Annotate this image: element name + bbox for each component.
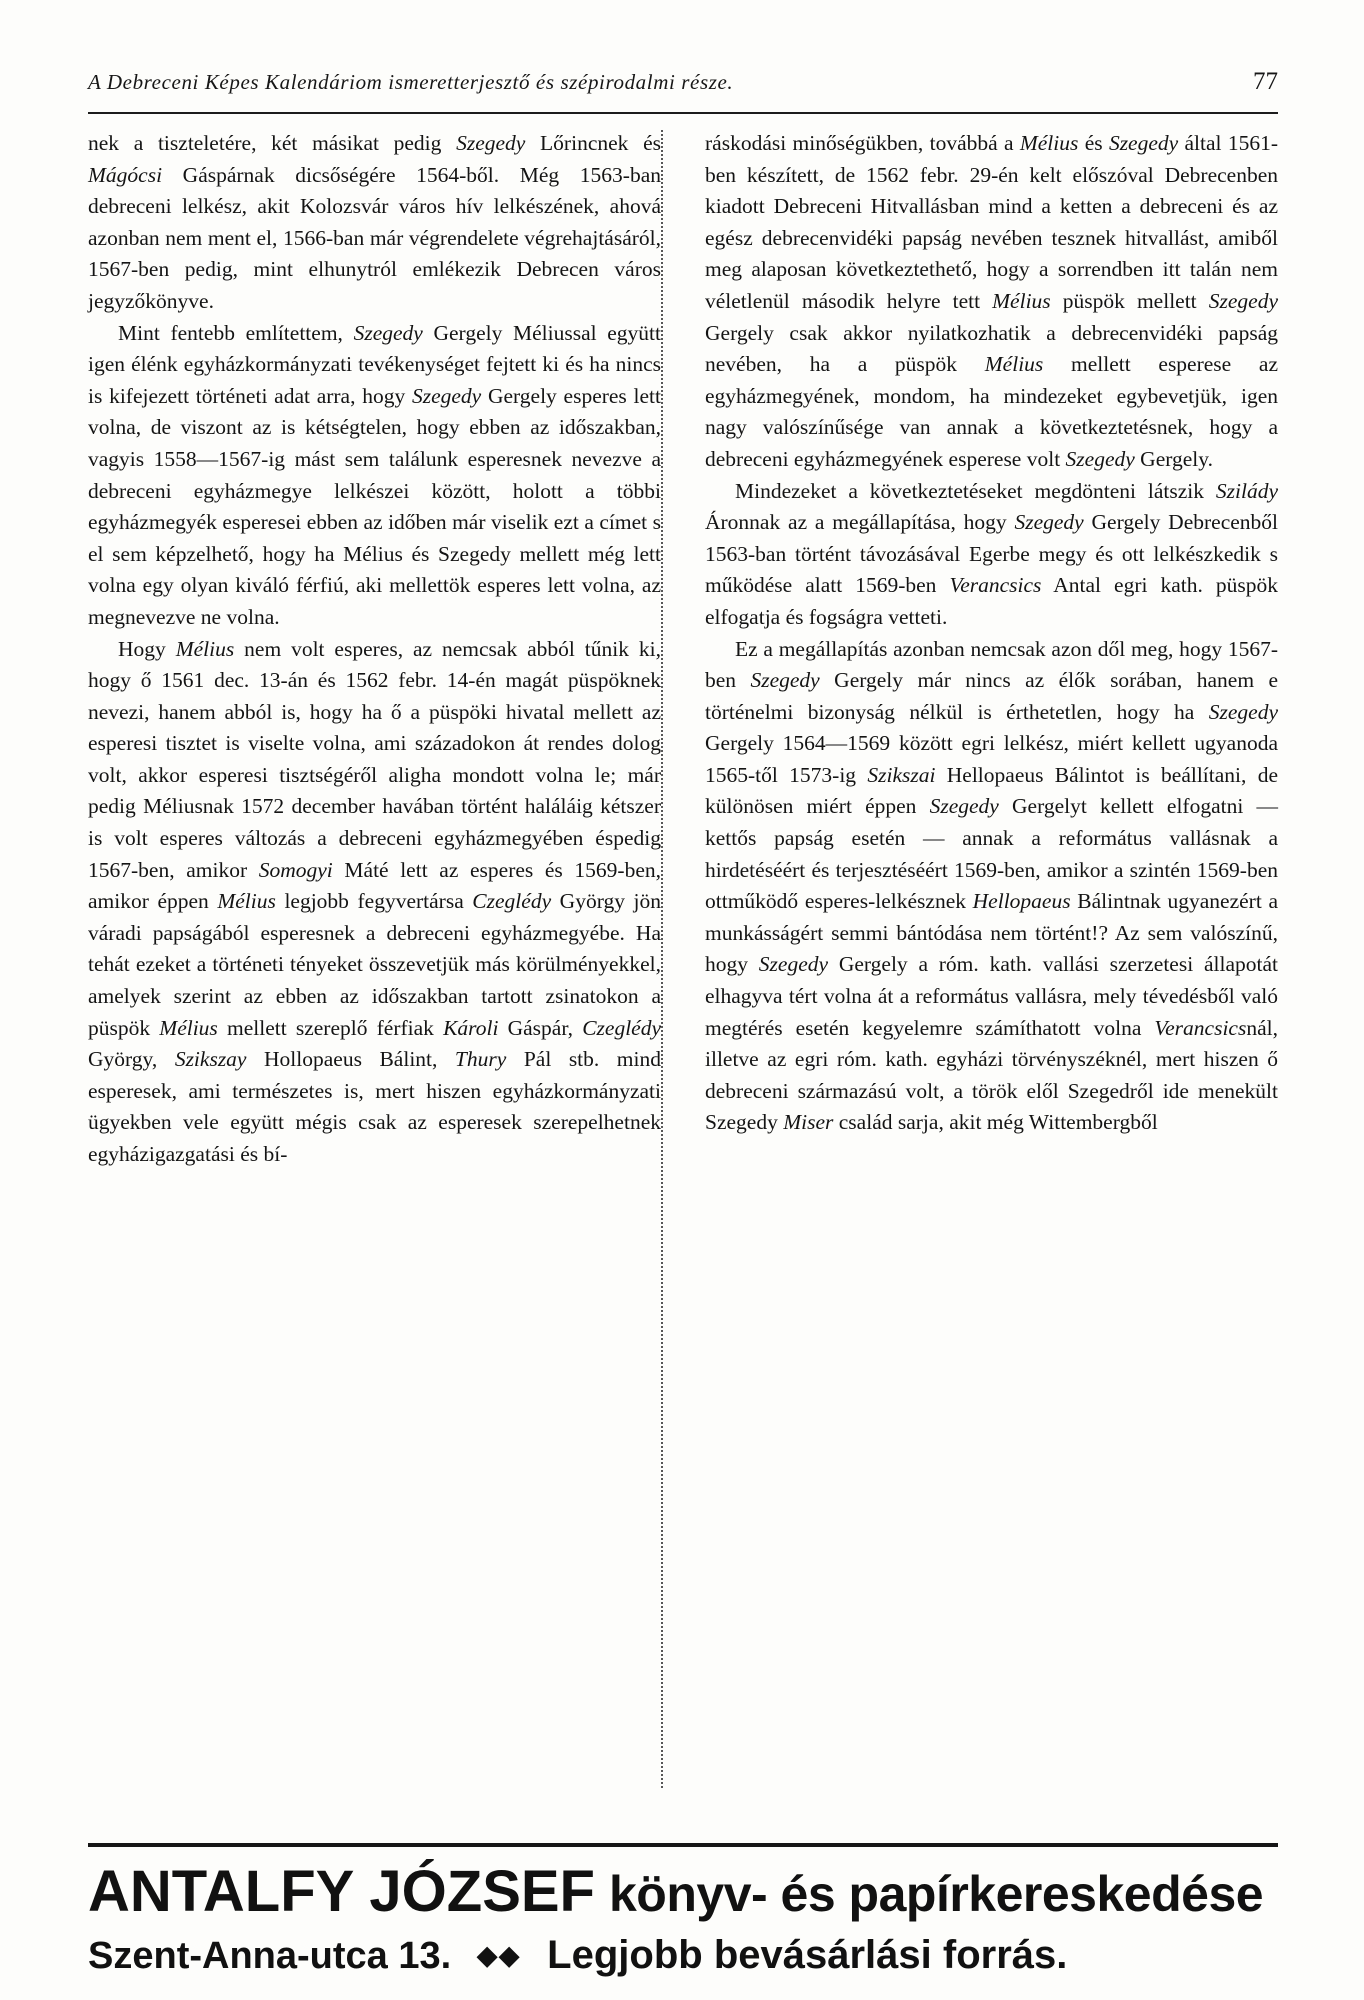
paragraph: Hogy Mélius nem volt esperes, az nemcsak abból tűnik ki, hogy ő 1561 dec. 13-án és 1562 febr. 14-én magát püspöknek nevezi, hanem abból is, hogy ha ő a püspöki hivatal mellett az esperesi tisztet is viselte volna, ami századokon át rendes dolog volt, akkor esperesi tisztségéről aligha mondott volna le; már pedig Méliusnak 1572 december havában történt haláláig kétszer is volt esperes változás a debreceni egyházmegyében éspedig 1567-ben, amikor Somogyi Máté lett az esperes és 1569-ben, amikor éppen Mélius legjobb fegyvertársa Czeglédy György jön váradi papságából esperesnek a debreceni egyházmegyébe. Ha tehát ezeket a történeti tényeket összevetjük más körülményekkel, amelyek szerint az ebben az időszakban tartott zsinatokon a püspök Mélius mellett szereplő férfiak Károli Gáspár, Czeglédy György, Szikszay Hollopaeus Bálint, Thury Pál stb. mind esperesek, ami természetes is, mert hiszen egyházkormányzati ügyekben vele együtt mégis csak az esperesek szerepelhetnek egyházigazgatási és bí- [88,636,662,1166]
advertiser-slogan: Legjobb bevásárlási forrás. [547,1933,1068,1977]
paragraph: Ez a megállapítás azonban nemcsak azon dől meg, hogy 1567-ben Szegedy Gergely már nincs az élők sorában, hanem e történelmi bizonyság nélkül is érthetetlen, hogy ha Szegedy Gergely 1564—1569 között egri lelkész, miért kellett ugyanoda 1565-től 1573-ig Szikszai Hellopaeus Bálintot is beállítani, de különösen miért éppen Szegedy Gergelyt kellett elfogatni — kettős papság esetén — annak a református vallásnak a hirdetéséért és terjesztéséért 1569-ben, amikor a szintén 1569-ben ottműködő esperes-lelkésznek Hellopaeus Bálintnak ugyanezért a munkásságért semmi bántódása nem történt!? Az sem valószínű, hogy Szegedy Gergely a róm. kath. vallási szerzetesi állapotát elhagyva tért volna át a református vallásra, mely tévedésből való megtérés esetén kegyelemre számíthatott volna Verancsicsnál, illetve az egri róm. kath. egyházi törvényszéknél, mert hiszen ő debreceni származású volt, a török elől Szegedről ide menekült Szegedy Miser család sarja, akit még Wittembergből [705,636,1279,1135]
advertiser-business: könyv- és papírkereskedése [609,1866,1264,1922]
header-divider-rule [88,112,1278,114]
paragraph: Mint fentebb említettem, Szegedy Gergely Méliussal együtt igen élénk egyházkormányzati tevékenységet fejtett ki és ha nincs is kifejezett történeti adat arra, hogy Szegedy Gergely esperes lett volna, de viszont az is kétségtelen, hogy ebben az időszakban, vagyis 1558—1567-ig mást sem találunk esperesnek nevezve a debreceni egyházmegye lelkészei között, holott a többi egyházmegyék esperesei ebben az időben már viselik ezt a címet s el sem képzelhető, hogy ha Mélius és Szegedy mellett még lett volna egy olyan kiváló férfiú, aki mellettök esperes lett volna, az megnevezve ne volna. [88,320,661,629]
diamond-ornament-icon: ◆◆ [477,1940,522,1970]
advertiser-address: Szent-Anna-utca 13. [88,1935,452,1977]
advertiser-name: ANTALFY JÓZSEF [88,1859,595,1924]
body-columns [88,128,1278,1808]
footer-divider-rule [88,1843,1278,1847]
page-header [88,68,1278,96]
right-column [705,128,1278,1808]
paragraph: nek a tiszteletére, két másikat pedig Szegedy Lőrincnek és Mágócsi Gáspárnak dicsőségére 1564-ből. Még 1563-ban debreceni lelkész, akit Kolozsvár város hív lelkészének, ahová azonban nem ment el, 1566-ban már végrendelete végrehajtásáról, 1567-ben pedig, mint elhunytról emlékezik Debrecen város jegyzőkönyve. [88,131,661,313]
running-title: A Debreceni Képes Kalendáriom ismeretterjesztő és szépirodalmi része. [88,70,734,94]
paragraph: ráskodási minőségükben, továbbá a Mélius és Szegedy által 1561-ben készített, de 1562 febr. 29-én kelt előszóval Debrecenben kiadott Debreceni Hitvallásban mind a ketten a debreceni és az egész debrecenvidéki papság nevében tesznek hitvallást, amiből meg alaposan következtethető, hogy a sorrendben itt talán nem véletlenül második helyre tett Mélius püspök mellett Szegedy Gergely csak akkor nyilatkozhatik a debrecenvidéki papság nevében, ha a püspök Mélius mellett esperese az egyházmegyének, mondom, ha mindezeket egybevetjük, igen nagy valószínűsége van annak a következtetésnek, hogy a debreceni egyházmegyének esperese volt Szegedy Gergely. [705,131,1278,471]
advertisement-block [88,1858,1278,1978]
left-column [88,128,661,1808]
advertisement-headline [88,1858,1278,1925]
advertisement-subline [88,1933,1278,1978]
page-number: 77 [1253,68,1278,95]
column-divider [661,130,665,1788]
paragraph: Mindezeket a következtetéseket megdönteni látszik Szilády Áronnak az a megállapítása, hogy Szegedy Gergely Debrecenből 1563-ban történt távozásával Egerbe megy és ott lelkészkedik s működése alatt 1569-ben Verancsics Antal egri kath. püspök elfogatja és fogságra vetteti. [705,478,1279,629]
